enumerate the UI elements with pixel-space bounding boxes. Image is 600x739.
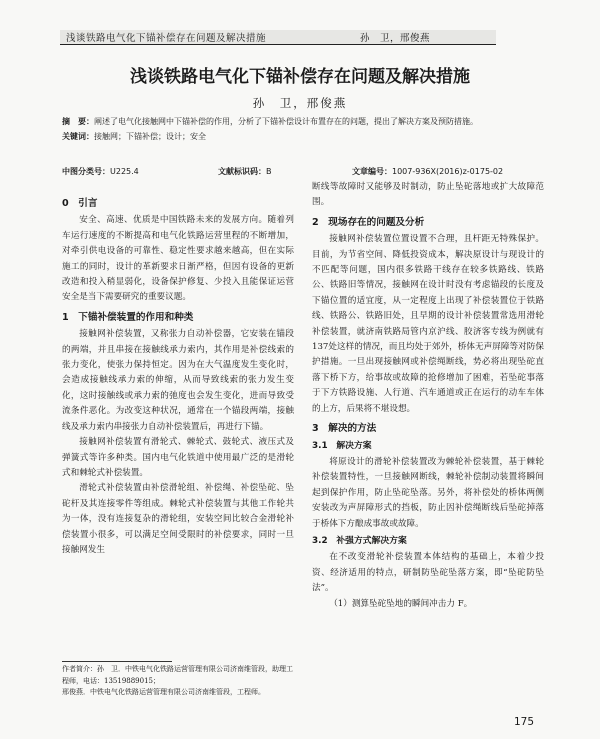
running-head-authors: 孙 卫，邢俊燕: [360, 33, 431, 44]
section-3-2-paragraph: 在不改变滑轮补偿装置本体结构的基础上，本着少投资、经济适用的特点，研制防坠砣坠落方案，即“坠砣防坠法”。: [312, 552, 544, 594]
section-3-2-heading: 3.2 补强方式解决方案: [312, 535, 407, 546]
running-head: [60, 30, 496, 45]
section-3-heading: 3 解决的方法: [312, 423, 377, 435]
doc-code-label: 文献标识码：: [218, 167, 266, 176]
section-3-1-heading: 3.1 解决方案: [312, 440, 372, 451]
page-number: 175: [514, 716, 535, 728]
footnote: [62, 664, 294, 699]
section-1-continuation: 断线等故障时又能够及时制动，防止坠砣落地或扩大故障范围。: [312, 182, 544, 208]
document-code: [218, 166, 272, 177]
left-column: [62, 192, 294, 558]
keywords: [62, 129, 540, 144]
article-id-label: 文章编号：: [352, 167, 392, 176]
section-1-paragraph-2: 接触网补偿装置有滑轮式、棘轮式、鼓轮式、液压式及弹簧式等许多种类。国内电气化铁道中使用最广泛的是滑轮式和棘轮式补偿装置。: [62, 437, 294, 478]
section-3-1-paragraph: 将原设计的滑轮补偿装置改为棘轮补偿装置，基于棘轮补偿装置特性，一旦接触网断线，棘轮补偿制动装置将瞬间起到保护作用，防止坠砣坠落。另外，将补偿处的桥体两侧安装改为声屏障形式的挡板，防止因补偿绳断线后坠砣掉落于桥体下方酿成事故或故障。: [312, 456, 544, 529]
clc-value: U225.4: [110, 167, 139, 176]
article-id: [352, 166, 503, 177]
section-0-heading: 0 引言: [62, 198, 98, 209]
footnote-line-2: 邢俊燕．中铁电气化铁路运营管理有限公司济南维管段，工程师。: [62, 688, 265, 696]
abstract-label: 摘 要：: [62, 117, 94, 126]
keywords-text: 接触网；下锚补偿；设计；安全: [94, 132, 206, 141]
article-authors: 孙 卫，邢俊燕: [252, 96, 348, 110]
section-2-heading: 2 现场存在的问题及分析: [312, 216, 425, 228]
section-2-paragraph: 接触网补偿装置位置设置不合理，且杆距无特殊保护。目前，为节省空间、降低投资成本，解决原设计与现设计的不匹配等问题，国内很多铁路干线存在较多铁路线、铁路公、铁路旧等情况，接触网在设计时没有考虑锚段的长度及下锚位置的适宜度，从一定程度上出现了补偿装置位于铁路线、铁路公、铁路旧处，且早期的设计补偿装置常选用滑轮补偿装置，就济南铁路局管内京沪线、胶济客专线为例就有137处这样的情况，而且均处于郊外，桥体无声屏障等对防保护措施。一旦出现接触网或补偿绳断线，势必将出现坠砣直落下桥下方，给事故或故障的抢修增加了困难，若坠砣事落于下方铁路设施、人行道、汽车通道或正在运行的动车车体的上方，后果将不堪设想。: [312, 234, 544, 414]
right-column: [312, 180, 544, 612]
section-1-paragraph-1: 接触网补偿装置，又称张力自动补偿器，它安装在锚段的两端，并且串接在接触线承力索内，其作用是补偿线索的张力变化，使张力保持恒定。因为在大气温度发生变化时，会造成接触线承力索的伸缩，从而导致线索的张力发生变化，这时接触线或承力索的弛度也会发生变化，进而导致受流条件恶化。为改变这种状况，通常在一个锚段两端，接触线及承力索内串接张力自动补偿装置后，再进行下锚。: [62, 329, 294, 432]
section-3-2-item-1: （1）测算坠砣坠地的瞬间冲击力 F。: [329, 598, 473, 609]
section-1-paragraph-3: 滑轮式补偿装置由补偿滑轮组、补偿绳、补偿坠砣、坠砣杆及其连接零件等组成。棘轮式补偿装置与其他工作轮共为一体，没有连接复杂的滑轮组，安装空间比较合金滑轮补偿装置小很多，可以满足空间受限时的补偿要求，同时一旦接触网发生: [62, 483, 294, 555]
keywords-label: 关键词：: [62, 132, 94, 141]
abstract-block: [62, 114, 540, 144]
article-id-value: 1007-936X(2016)z-0175-02: [392, 167, 504, 176]
section-1-heading: 1 下锚补偿装置的作用和种类: [62, 311, 194, 323]
doc-code-value: B: [266, 167, 272, 176]
clc-label: 中图分类号：: [62, 167, 110, 176]
abstract-text: 阐述了电气化接触网中下锚补偿的作用，分析了下锚补偿设计布置存在的问题，提出了解决方案及预防措施。: [94, 117, 478, 126]
running-head-title: 浅谈铁路电气化下锚补偿存在问题及解决措施: [66, 33, 267, 44]
footnote-divider: [62, 661, 172, 662]
article-title: 浅谈铁路电气化下锚补偿存在问题及解决措施: [130, 67, 470, 87]
clc-number: [62, 166, 139, 177]
footnote-line-1: 作者简介：孙 卫．中铁电气化铁路运营管理有限公司济南维管段，助理工程师，电话：13519889015；: [62, 665, 293, 685]
abstract: [62, 114, 540, 129]
section-0-paragraph: 安全、高速、优质是中国铁路未来的发展方向。随着列车运行速度的不断提高和电气化铁路运营里程的不断增加，对牵引供电设备的可靠性、稳定性要求越来越高，但在实际施工的同时，设计的革新要求日渐严格，但因有设备的更新改造和投入稍显弱化，设备保护修复、少投入且能保证运营安全是当下需要研究的重要议题。: [62, 215, 294, 303]
